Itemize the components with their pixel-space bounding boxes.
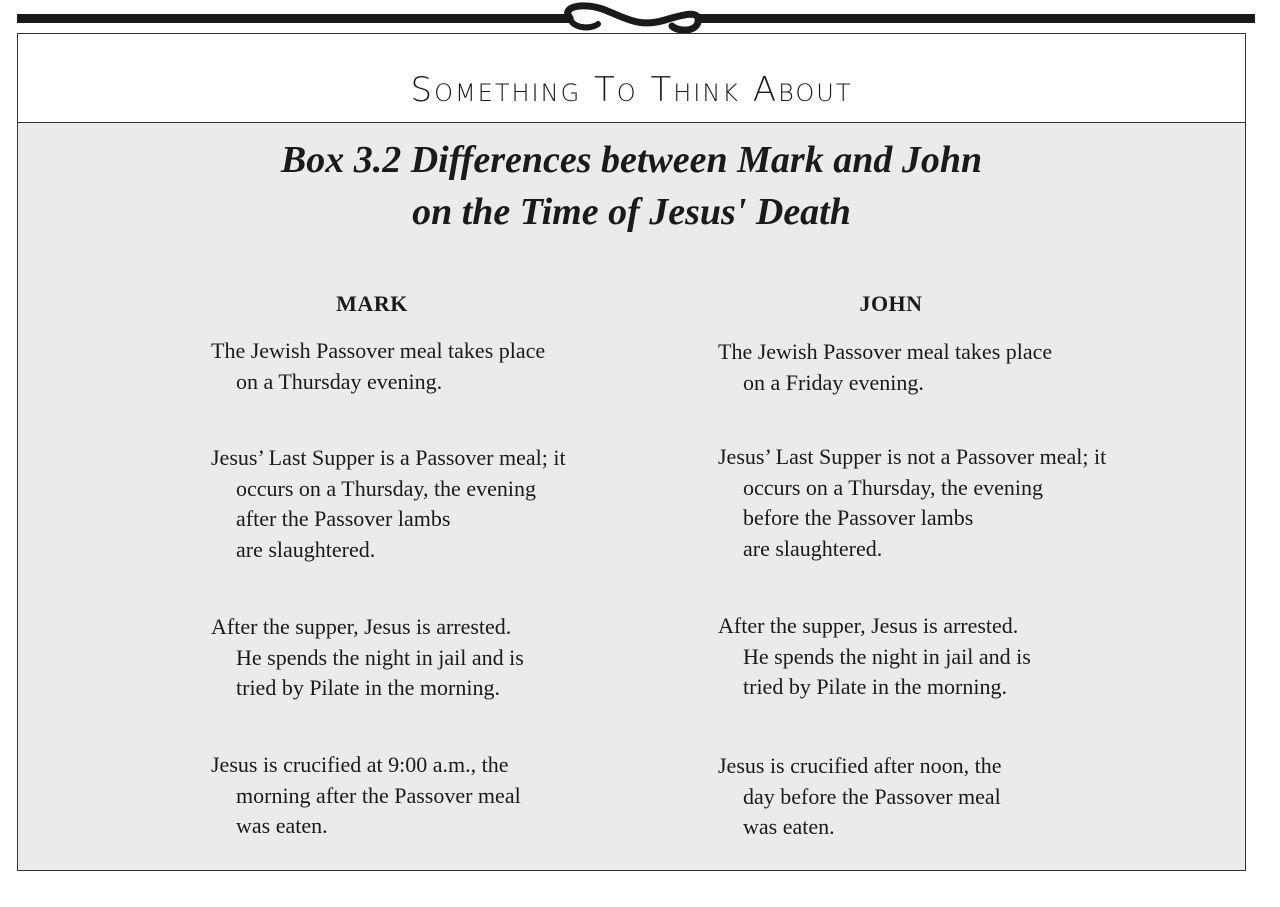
entry-line: Jesus is crucified at 9:00 a.m., the (211, 752, 509, 777)
entry-line: tried by Pilate in the morning. (743, 674, 1007, 699)
entry-line: occurs on a Thursday, the evening (743, 474, 1043, 500)
entry-line: morning after the Passover meal (236, 782, 521, 808)
header-band (18, 34, 1245, 123)
entry-line: Jesus’ Last Supper is not a Passover meal; it (718, 444, 1107, 469)
entry-line: The Jewish Passover meal takes place (718, 339, 1053, 364)
section-heading: Something To Think About (410, 70, 853, 110)
john-entry-passover-meal (718, 337, 1052, 398)
entry-line: After the supper, Jesus is arrested. (718, 613, 1019, 638)
entry-line: on a Thursday evening. (236, 368, 443, 394)
column-heading-john: JOHN (859, 291, 923, 316)
column-heading-mark: MARK (336, 291, 408, 316)
entry-line: The Jewish Passover meal takes place (211, 338, 546, 363)
box-title (18, 134, 1245, 238)
entry-line: tried by Pilate in the morning. (236, 675, 500, 700)
john-entry-arrest (718, 611, 1031, 703)
mark-entry-crucifixion (211, 750, 521, 842)
entry-line: Jesus’ Last Supper is a Passover meal; it (211, 445, 566, 470)
entry-line: occurs on a Thursday, the evening (236, 475, 536, 501)
sidebar-box (17, 33, 1246, 871)
box-title-line-2: on the Time of Jesus' Death (412, 191, 851, 233)
entry-line: After the supper, Jesus is arrested. (211, 614, 512, 639)
box-title-line-1: Box 3.2 Differences between Mark and John (280, 139, 983, 181)
entry-line: before the Passover lambs (743, 505, 974, 530)
entry-line: Jesus is crucified after noon, the (718, 753, 1002, 778)
john-entry-last-supper (718, 442, 1106, 564)
john-entry-crucifixion (718, 751, 1001, 843)
top-rule-right (698, 14, 1255, 23)
entry-line: are slaughtered. (743, 535, 883, 561)
mark-entry-last-supper (211, 443, 566, 565)
entry-line: after the Passover lambs (236, 506, 451, 531)
mark-entry-passover-meal (211, 336, 545, 397)
entry-line: He spends the night in jail and is (743, 643, 1031, 669)
entry-line: He spends the night in jail and is (236, 644, 524, 670)
entry-line: on a Friday evening. (743, 369, 924, 395)
entry-line: was eaten. (236, 813, 328, 838)
entry-line: day before the Passover meal (743, 783, 1001, 809)
mark-entry-arrest (211, 612, 524, 704)
entry-line: are slaughtered. (236, 536, 376, 562)
entry-line: was eaten. (743, 814, 835, 839)
top-rule-left (17, 14, 569, 23)
